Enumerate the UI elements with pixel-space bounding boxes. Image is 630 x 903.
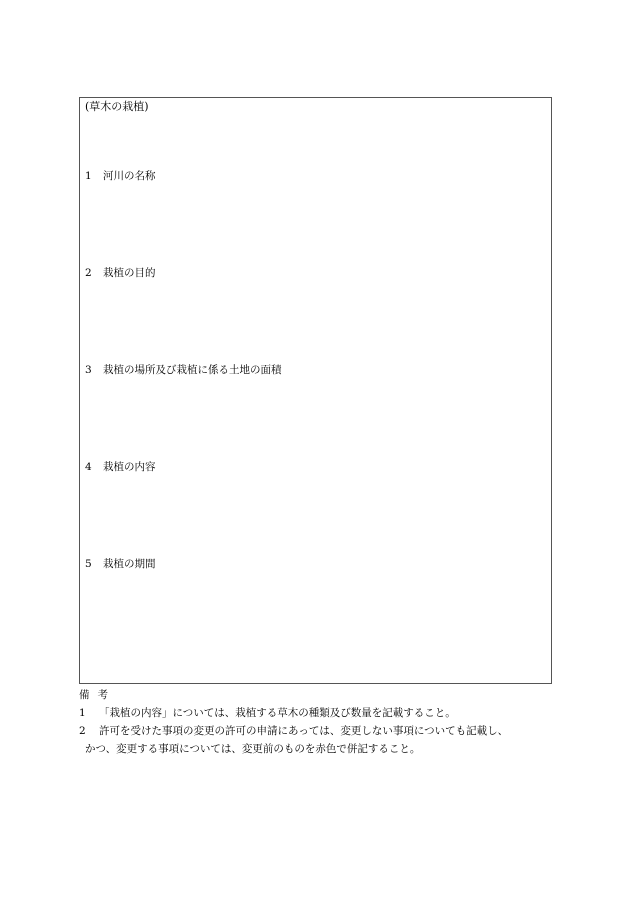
form-item-location-area — [85, 363, 282, 377]
notes-heading: 備考 — [79, 689, 116, 701]
item-label: 栽植の内容 — [103, 461, 156, 473]
note-continuation: かつ、変更する事項については、変更前のものを赤色で併記すること。 — [85, 743, 421, 755]
note-item — [79, 704, 559, 722]
item-number: 5 — [85, 558, 92, 570]
note-text: 許可を受けた事項の変更の許可の申請にあっては、変更しない事項についても記載し、 — [99, 725, 509, 737]
note-number: 2 — [79, 725, 86, 737]
item-number: 2 — [85, 267, 92, 279]
form-item-content — [85, 460, 156, 474]
form-title: (草木の栽植) — [85, 100, 149, 113]
note-item — [79, 722, 559, 740]
item-label: 栽植の期間 — [103, 558, 156, 570]
form-item-river-name — [85, 169, 156, 183]
notes-section — [79, 686, 559, 758]
form-box — [79, 97, 552, 684]
item-number: 1 — [85, 170, 92, 182]
item-label: 河川の名称 — [103, 170, 156, 182]
note-text: 「栽植の内容」については、栽植する草木の種類及び数量を記載すること。 — [99, 707, 456, 719]
item-number: 3 — [85, 364, 92, 376]
note-number: 1 — [79, 707, 86, 719]
item-number: 4 — [85, 461, 92, 473]
item-label: 栽植の場所及び栽植に係る土地の面積 — [103, 364, 282, 376]
form-item-purpose — [85, 266, 156, 280]
form-item-period — [85, 557, 156, 571]
item-label: 栽植の目的 — [103, 267, 156, 279]
